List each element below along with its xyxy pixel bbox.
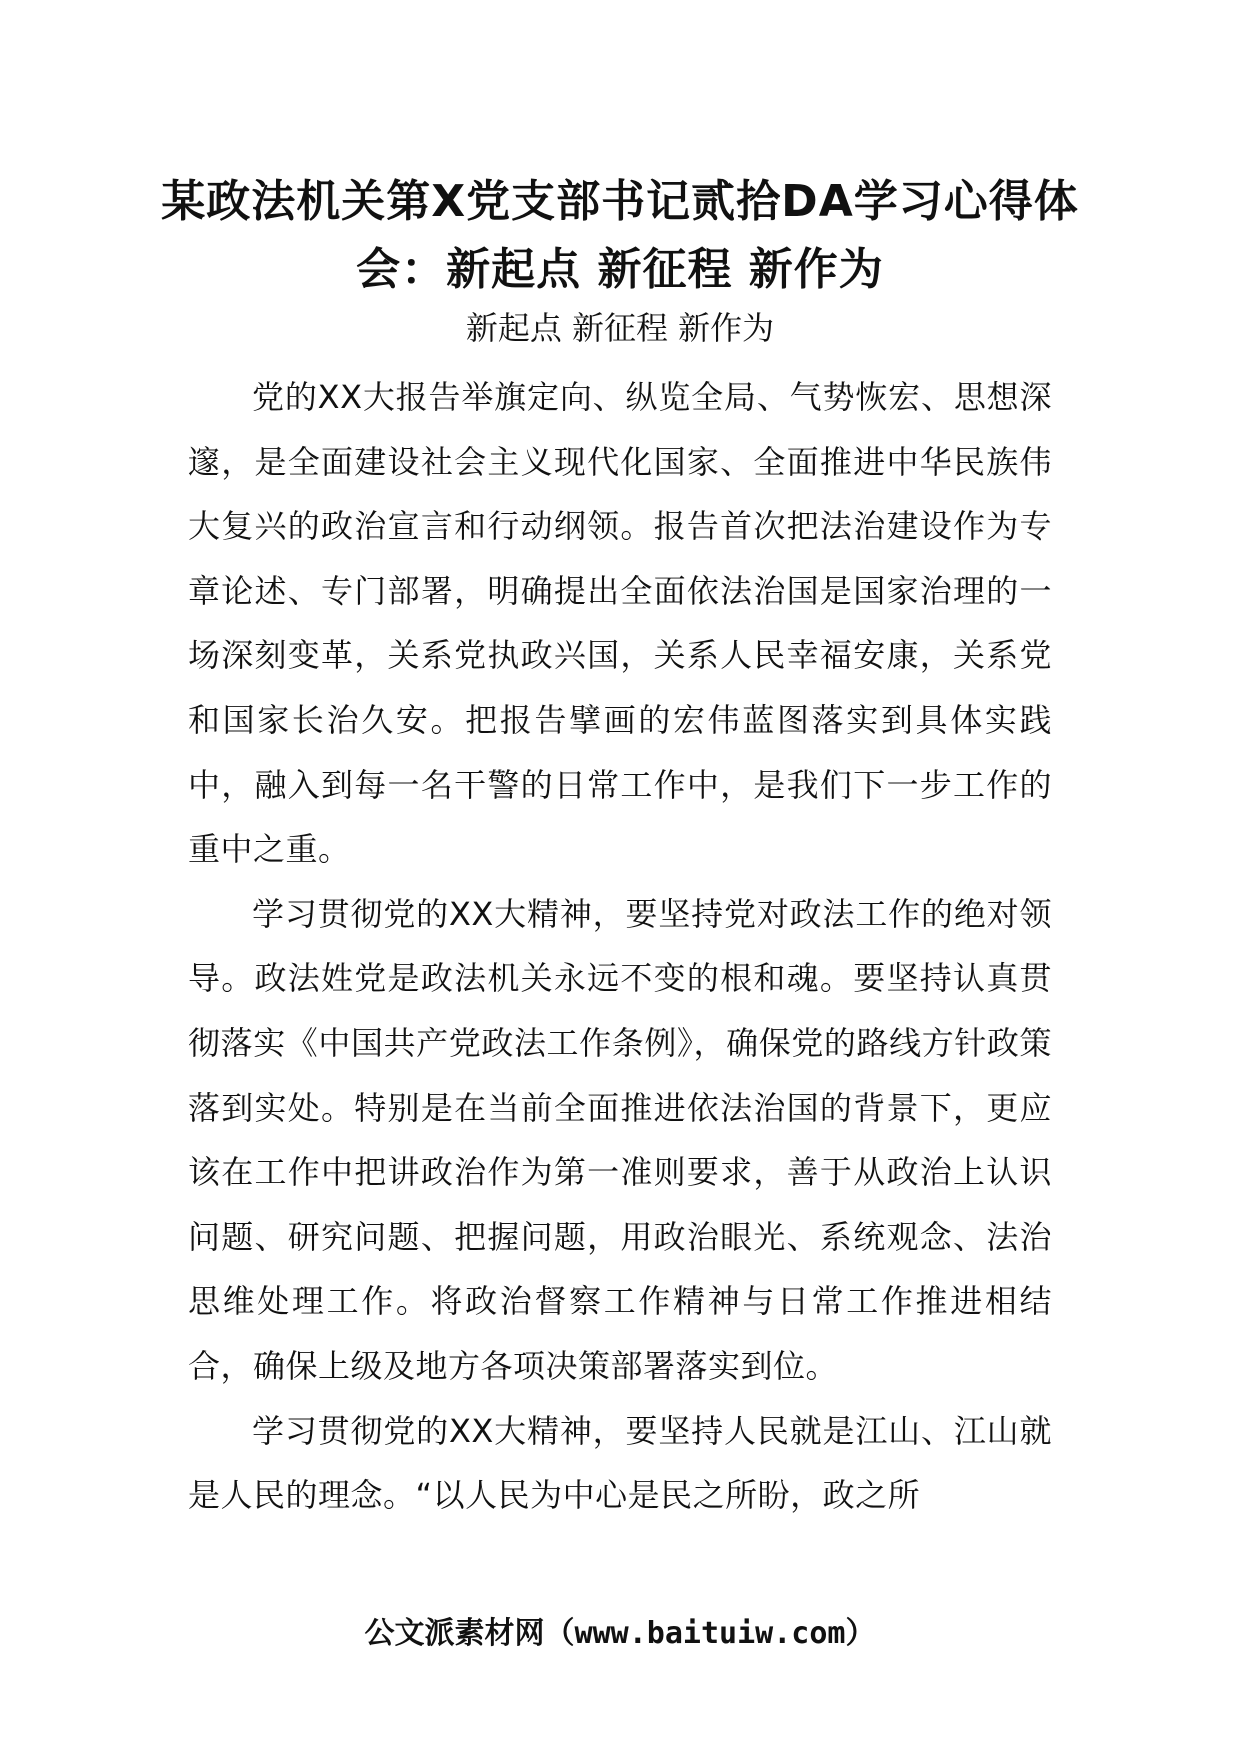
paragraph-1: 党的XX大报告举旗定向、纵览全局、气势恢宏、思想深邃，是全面建设社会主义现代化国家、全面推进中华民族伟大复兴的政治宣言和行动纲领。报告首次把法治建设作为专章论述、专门部署，明确提出全面依法治国是国家治理的一场深刻变革，关系党执政兴国，关系人民幸福安康，关系党和国家长治久安。把报告擘画的宏伟蓝图落实到具体实践中，融入到每一名干警的日常工作中，是我们下一步工作的重中之重。 xyxy=(188,378,1052,869)
paragraph-3: 学习贯彻党的XX大精神，要坚持人民就是江山、江山就是人民的理念。“以人民为中心是民之所盼，政之所 xyxy=(188,1411,1052,1515)
footer-site-name: 公文派素材网 xyxy=(364,1616,545,1651)
document-body xyxy=(188,365,1052,1528)
page-footer xyxy=(150,1612,1090,1656)
footer-site-url: （www.baituiw.com） xyxy=(544,1616,876,1651)
paragraph-2: 学习贯彻党的XX大精神，要坚持党对政法工作的绝对领导。政法姓党是政法机关永远不变的根和魂。要坚持认真贯彻落实《中国共产党政法工作条例》，确保党的路线方针政策落到实处。特别是在当前全面推进依法治国的背景下，更应该在工作中把讲政治作为第一准则要求，善于从政治上认识问题、研究问题、把握问题，用政治眼光、系统观念、法治思维处理工作。将政治督察工作精神与日常工作推进相结合，确保上级及地方各项决策部署落实到位。 xyxy=(188,894,1052,1385)
document-title: 某政法机关第X党支部书记贰拾DA学习心得体会：新起点 新征程 新作为 xyxy=(161,176,1079,295)
document-subtitle: 新起点 新征程 新作为 xyxy=(465,309,775,347)
